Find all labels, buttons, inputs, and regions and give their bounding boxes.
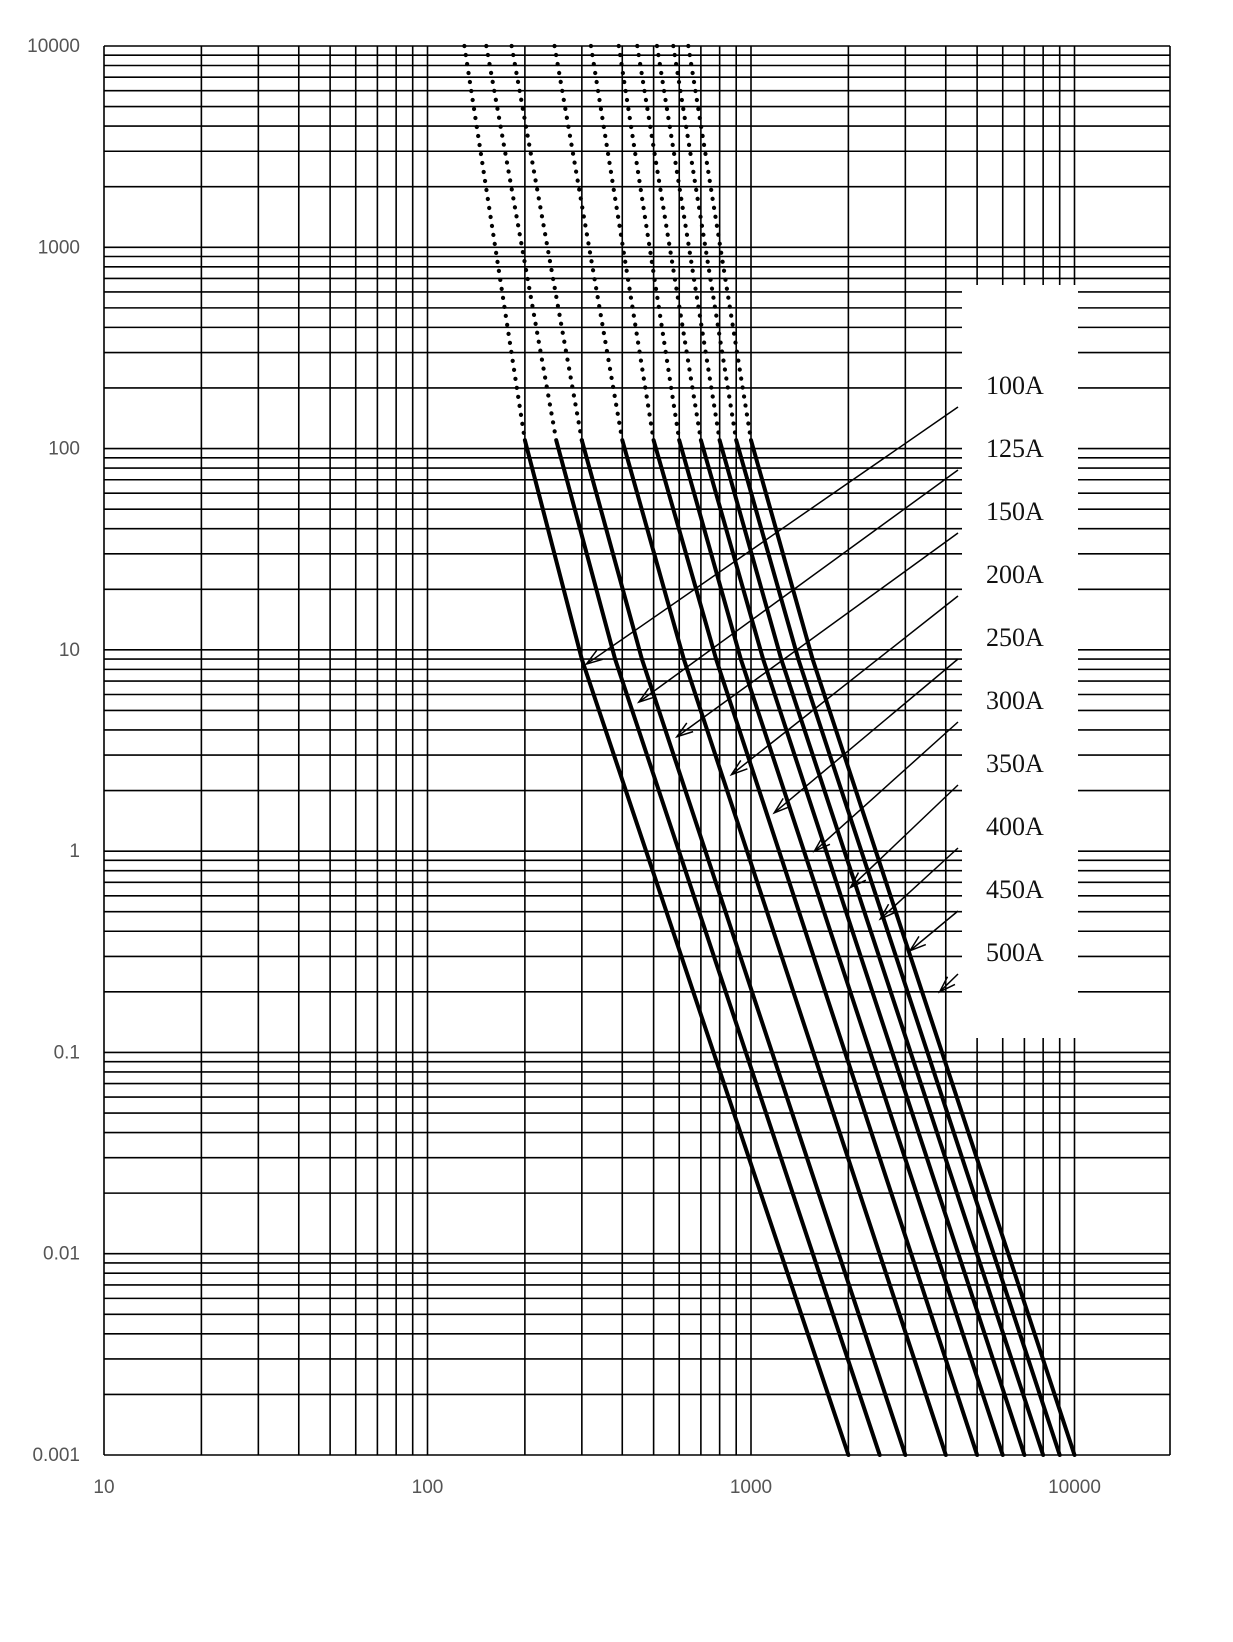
legend-label: 100A [986, 371, 1044, 400]
x-tick-label: 10 [93, 1477, 115, 1498]
annotation-arrow-125A [639, 470, 958, 702]
y-tick-label: 10000 [27, 36, 80, 57]
legend-label: 250A [986, 623, 1044, 652]
legend-label: 200A [986, 560, 1044, 589]
legend-label: 450A [986, 875, 1044, 904]
y-tick-label: 10 [58, 639, 80, 661]
curve-dotted-400A [657, 46, 720, 440]
annotation-arrowhead-100A [586, 650, 602, 664]
legend-label: 350A [986, 749, 1044, 778]
annotation-arrow-500A [940, 974, 958, 992]
y-tick-label: 100 [48, 438, 80, 460]
curve-solid-250A [654, 440, 978, 1455]
y-tick-label: 0.1 [53, 1042, 80, 1064]
legend-label: 150A [986, 497, 1044, 526]
y-tick-label: 0.01 [43, 1243, 80, 1265]
y-tick-label: 0.001 [32, 1445, 80, 1466]
annotation-arrow-200A [731, 596, 958, 775]
curve-solid-100A [525, 440, 849, 1455]
curve-dotted-450A [673, 46, 736, 440]
axis-tick-labels [27, 36, 1101, 1498]
curve-solid-200A [622, 440, 946, 1455]
legend-label: 300A [986, 686, 1044, 715]
x-tick-label: 10000 [1048, 1477, 1101, 1498]
y-tick-label: 1 [69, 841, 80, 863]
x-tick-label: 1000 [729, 1477, 773, 1498]
legend [962, 285, 1078, 1038]
curve-dotted-200A [555, 46, 623, 440]
legend-arrows [586, 407, 958, 992]
curve-solid-125A [556, 440, 880, 1455]
curve-dotted-350A [637, 46, 701, 440]
legend-label: 400A [986, 812, 1044, 841]
annotation-arrow-350A [850, 785, 958, 887]
legend-label: 500A [986, 938, 1044, 967]
x-tick-label: 100 [411, 1477, 444, 1498]
annotation-arrow-300A [814, 722, 958, 851]
curve-solid-300A [679, 440, 1003, 1455]
curve-dotted-100A [464, 46, 525, 440]
y-tick-label: 1000 [37, 237, 80, 259]
legend-label: 125A [986, 434, 1044, 463]
